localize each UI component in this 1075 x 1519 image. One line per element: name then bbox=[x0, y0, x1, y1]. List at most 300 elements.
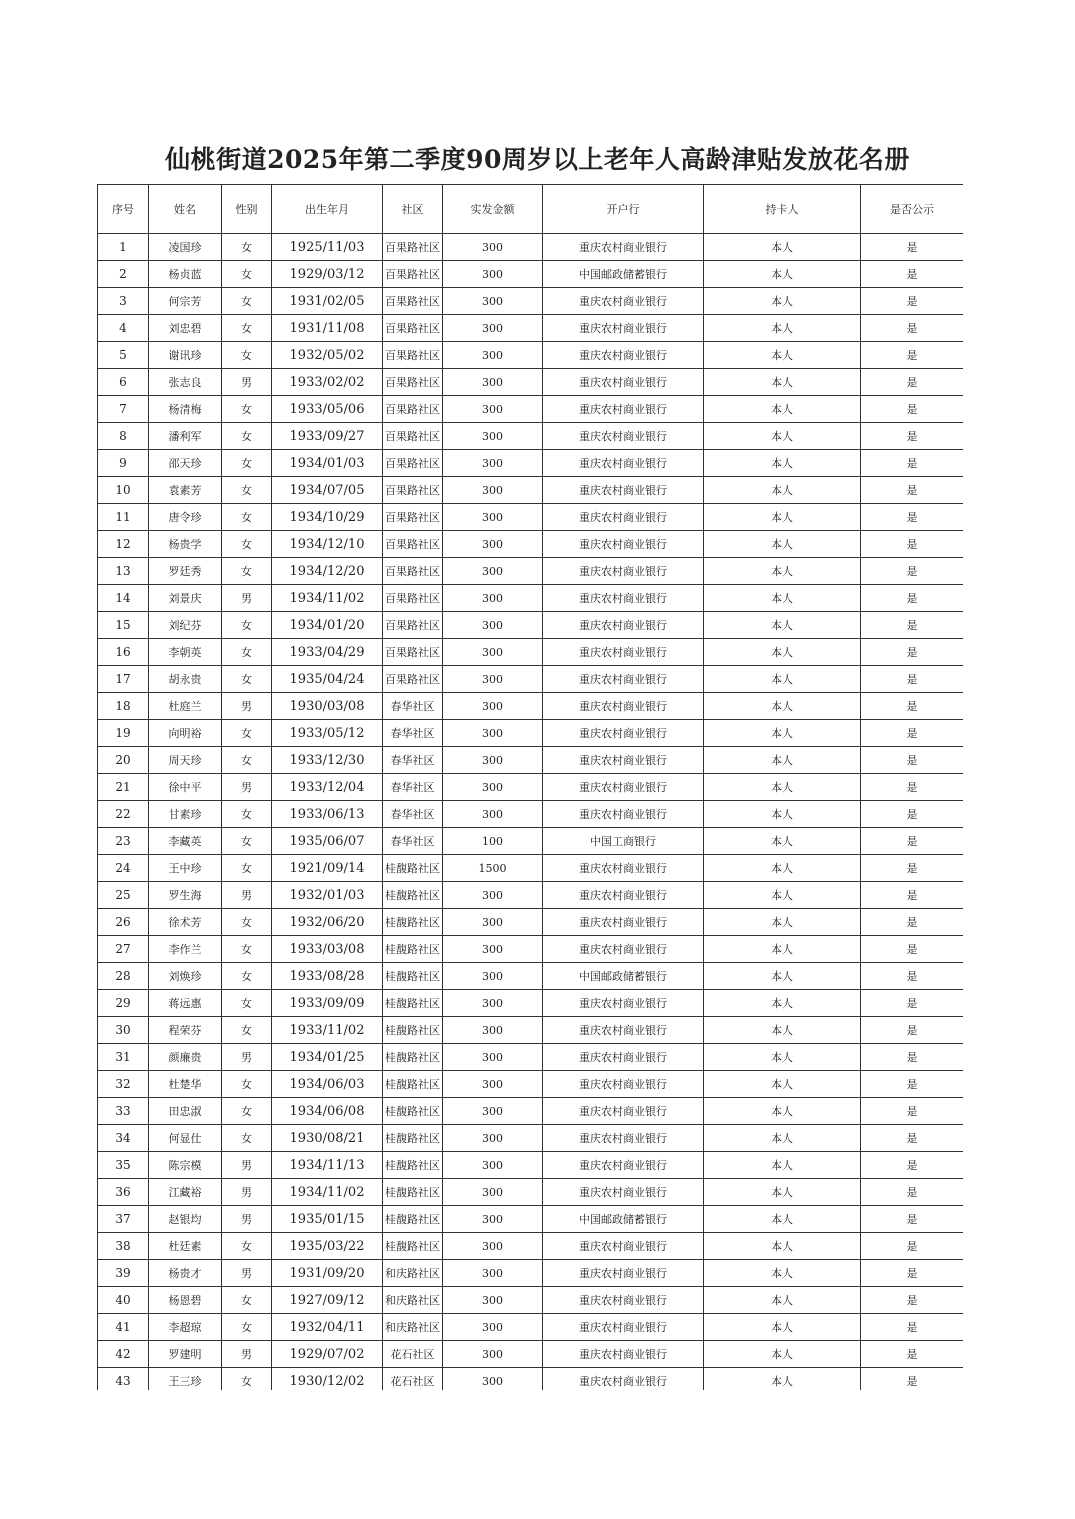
cell-public: 是 bbox=[861, 369, 964, 396]
cell-public: 是 bbox=[861, 288, 964, 315]
cell-cardholder: 本人 bbox=[704, 1368, 861, 1391]
cell-public: 是 bbox=[861, 234, 964, 261]
table-row bbox=[98, 1071, 964, 1098]
cell-birthdate: 1933/08/28 bbox=[272, 963, 383, 990]
table-row bbox=[98, 1152, 964, 1179]
cell-index: 34 bbox=[98, 1125, 149, 1152]
cell-bank: 中国邮政储蓄银行 bbox=[543, 963, 704, 990]
cell-community: 百果路社区 bbox=[383, 234, 443, 261]
col-header-cardholder: 持卡人 bbox=[704, 185, 861, 234]
cell-name: 颜廉贵 bbox=[149, 1044, 222, 1071]
cell-cardholder: 本人 bbox=[704, 936, 861, 963]
cell-bank: 中国邮政储蓄银行 bbox=[543, 1206, 704, 1233]
cell-cardholder: 本人 bbox=[704, 423, 861, 450]
table-row bbox=[98, 774, 964, 801]
cell-bank: 重庆农村商业银行 bbox=[543, 774, 704, 801]
cell-name: 杜庭兰 bbox=[149, 693, 222, 720]
cell-index: 43 bbox=[98, 1368, 149, 1391]
cell-name: 罗生海 bbox=[149, 882, 222, 909]
cell-amount: 300 bbox=[443, 342, 543, 369]
cell-name: 唐令珍 bbox=[149, 504, 222, 531]
cell-community: 桂馥路社区 bbox=[383, 936, 443, 963]
col-header-birthdate: 出生年月 bbox=[272, 185, 383, 234]
cell-name: 胡永贵 bbox=[149, 666, 222, 693]
cell-index: 6 bbox=[98, 369, 149, 396]
cell-public: 是 bbox=[861, 828, 964, 855]
cell-cardholder: 本人 bbox=[704, 342, 861, 369]
cell-public: 是 bbox=[861, 504, 964, 531]
cell-amount: 300 bbox=[443, 1368, 543, 1391]
table-row bbox=[98, 612, 964, 639]
cell-community: 桂馥路社区 bbox=[383, 1179, 443, 1206]
table-row bbox=[98, 585, 964, 612]
cell-index: 7 bbox=[98, 396, 149, 423]
cell-cardholder: 本人 bbox=[704, 1233, 861, 1260]
cell-index: 29 bbox=[98, 990, 149, 1017]
cell-amount: 300 bbox=[443, 396, 543, 423]
table-row bbox=[98, 1179, 964, 1206]
cell-bank: 重庆农村商业银行 bbox=[543, 1098, 704, 1125]
cell-index: 15 bbox=[98, 612, 149, 639]
cell-index: 31 bbox=[98, 1044, 149, 1071]
cell-cardholder: 本人 bbox=[704, 531, 861, 558]
cell-community: 和庆路社区 bbox=[383, 1260, 443, 1287]
cell-cardholder: 本人 bbox=[704, 1098, 861, 1125]
cell-gender: 女 bbox=[222, 558, 272, 585]
cell-public: 是 bbox=[861, 1152, 964, 1179]
cell-name: 程荣芬 bbox=[149, 1017, 222, 1044]
cell-community: 桂馥路社区 bbox=[383, 990, 443, 1017]
cell-community: 百果路社区 bbox=[383, 612, 443, 639]
cell-name: 凌国珍 bbox=[149, 234, 222, 261]
table-row bbox=[98, 1341, 964, 1368]
cell-community: 和庆路社区 bbox=[383, 1287, 443, 1314]
cell-birthdate: 1929/03/12 bbox=[272, 261, 383, 288]
cell-cardholder: 本人 bbox=[704, 612, 861, 639]
cell-gender: 女 bbox=[222, 747, 272, 774]
cell-amount: 300 bbox=[443, 315, 543, 342]
cell-amount: 300 bbox=[443, 1125, 543, 1152]
cell-index: 36 bbox=[98, 1179, 149, 1206]
cell-public: 是 bbox=[861, 261, 964, 288]
cell-public: 是 bbox=[861, 1368, 964, 1391]
cell-amount: 300 bbox=[443, 666, 543, 693]
cell-cardholder: 本人 bbox=[704, 774, 861, 801]
cell-amount: 300 bbox=[443, 1179, 543, 1206]
cell-cardholder: 本人 bbox=[704, 1071, 861, 1098]
cell-cardholder: 本人 bbox=[704, 504, 861, 531]
table-row bbox=[98, 1017, 964, 1044]
cell-public: 是 bbox=[861, 747, 964, 774]
cell-amount: 300 bbox=[443, 774, 543, 801]
cell-birthdate: 1934/07/05 bbox=[272, 477, 383, 504]
cell-birthdate: 1935/06/07 bbox=[272, 828, 383, 855]
table-row bbox=[98, 666, 964, 693]
cell-community: 百果路社区 bbox=[383, 531, 443, 558]
col-header-gender: 性别 bbox=[222, 185, 272, 234]
cell-birthdate: 1934/06/03 bbox=[272, 1071, 383, 1098]
cell-index: 12 bbox=[98, 531, 149, 558]
cell-cardholder: 本人 bbox=[704, 747, 861, 774]
col-header-bank: 开户行 bbox=[543, 185, 704, 234]
cell-bank: 重庆农村商业银行 bbox=[543, 1044, 704, 1071]
cell-community: 花石社区 bbox=[383, 1368, 443, 1391]
cell-community: 桂馥路社区 bbox=[383, 1044, 443, 1071]
cell-name: 陈宗模 bbox=[149, 1152, 222, 1179]
cell-name: 杜廷素 bbox=[149, 1233, 222, 1260]
cell-gender: 女 bbox=[222, 504, 272, 531]
cell-birthdate: 1933/03/08 bbox=[272, 936, 383, 963]
cell-birthdate: 1934/01/03 bbox=[272, 450, 383, 477]
cell-gender: 女 bbox=[222, 1125, 272, 1152]
cell-index: 33 bbox=[98, 1098, 149, 1125]
cell-public: 是 bbox=[861, 720, 964, 747]
cell-public: 是 bbox=[861, 1287, 964, 1314]
cell-community: 春华社区 bbox=[383, 747, 443, 774]
table-row bbox=[98, 342, 964, 369]
cell-gender: 女 bbox=[222, 1098, 272, 1125]
cell-public: 是 bbox=[861, 1233, 964, 1260]
cell-birthdate: 1935/04/24 bbox=[272, 666, 383, 693]
cell-community: 百果路社区 bbox=[383, 639, 443, 666]
cell-gender: 女 bbox=[222, 801, 272, 828]
table-row bbox=[98, 855, 964, 882]
cell-index: 25 bbox=[98, 882, 149, 909]
cell-gender: 女 bbox=[222, 1368, 272, 1391]
cell-amount: 300 bbox=[443, 1206, 543, 1233]
cell-index: 28 bbox=[98, 963, 149, 990]
cell-bank: 重庆农村商业银行 bbox=[543, 693, 704, 720]
cell-bank: 重庆农村商业银行 bbox=[543, 936, 704, 963]
cell-cardholder: 本人 bbox=[704, 1125, 861, 1152]
cell-community: 春华社区 bbox=[383, 774, 443, 801]
cell-public: 是 bbox=[861, 1125, 964, 1152]
cell-gender: 男 bbox=[222, 1260, 272, 1287]
cell-community: 百果路社区 bbox=[383, 342, 443, 369]
cell-bank: 重庆农村商业银行 bbox=[543, 990, 704, 1017]
cell-cardholder: 本人 bbox=[704, 1017, 861, 1044]
cell-birthdate: 1933/09/27 bbox=[272, 423, 383, 450]
cell-bank: 重庆农村商业银行 bbox=[543, 1341, 704, 1368]
cell-community: 百果路社区 bbox=[383, 477, 443, 504]
cell-amount: 300 bbox=[443, 369, 543, 396]
table-row bbox=[98, 693, 964, 720]
cell-bank: 重庆农村商业银行 bbox=[543, 1071, 704, 1098]
cell-community: 春华社区 bbox=[383, 801, 443, 828]
table-row bbox=[98, 261, 964, 288]
cell-cardholder: 本人 bbox=[704, 1341, 861, 1368]
cell-cardholder: 本人 bbox=[704, 477, 861, 504]
cell-name: 潘利军 bbox=[149, 423, 222, 450]
cell-amount: 300 bbox=[443, 1152, 543, 1179]
cell-public: 是 bbox=[861, 693, 964, 720]
cell-community: 百果路社区 bbox=[383, 288, 443, 315]
cell-gender: 女 bbox=[222, 1017, 272, 1044]
cell-birthdate: 1933/09/09 bbox=[272, 990, 383, 1017]
cell-bank: 重庆农村商业银行 bbox=[543, 504, 704, 531]
cell-name: 刘景庆 bbox=[149, 585, 222, 612]
cell-gender: 女 bbox=[222, 828, 272, 855]
cell-bank: 重庆农村商业银行 bbox=[543, 585, 704, 612]
cell-birthdate: 1927/09/12 bbox=[272, 1287, 383, 1314]
cell-amount: 300 bbox=[443, 558, 543, 585]
cell-cardholder: 本人 bbox=[704, 1287, 861, 1314]
cell-cardholder: 本人 bbox=[704, 1206, 861, 1233]
cell-bank: 重庆农村商业银行 bbox=[543, 531, 704, 558]
cell-gender: 女 bbox=[222, 1233, 272, 1260]
cell-community: 桂馥路社区 bbox=[383, 1152, 443, 1179]
cell-bank: 重庆农村商业银行 bbox=[543, 369, 704, 396]
cell-gender: 女 bbox=[222, 1287, 272, 1314]
table-row bbox=[98, 1044, 964, 1071]
cell-name: 邵天珍 bbox=[149, 450, 222, 477]
cell-name: 徐术芳 bbox=[149, 909, 222, 936]
cell-community: 桂馥路社区 bbox=[383, 1206, 443, 1233]
cell-index: 21 bbox=[98, 774, 149, 801]
cell-bank: 重庆农村商业银行 bbox=[543, 1152, 704, 1179]
cell-amount: 300 bbox=[443, 450, 543, 477]
cell-name: 赵银均 bbox=[149, 1206, 222, 1233]
table-row bbox=[98, 1260, 964, 1287]
cell-community: 百果路社区 bbox=[383, 585, 443, 612]
cell-index: 41 bbox=[98, 1314, 149, 1341]
cell-bank: 重庆农村商业银行 bbox=[543, 909, 704, 936]
cell-cardholder: 本人 bbox=[704, 801, 861, 828]
cell-amount: 1500 bbox=[443, 855, 543, 882]
cell-gender: 女 bbox=[222, 396, 272, 423]
cell-amount: 300 bbox=[443, 720, 543, 747]
cell-public: 是 bbox=[861, 1179, 964, 1206]
cell-bank: 重庆农村商业银行 bbox=[543, 234, 704, 261]
cell-name: 向明裕 bbox=[149, 720, 222, 747]
cell-bank: 重庆农村商业银行 bbox=[543, 666, 704, 693]
cell-birthdate: 1933/05/06 bbox=[272, 396, 383, 423]
cell-birthdate: 1934/01/20 bbox=[272, 612, 383, 639]
table-row bbox=[98, 558, 964, 585]
cell-community: 百果路社区 bbox=[383, 504, 443, 531]
cell-gender: 女 bbox=[222, 315, 272, 342]
cell-name: 刘纪芬 bbox=[149, 612, 222, 639]
cell-birthdate: 1934/12/20 bbox=[272, 558, 383, 585]
cell-name: 何宗芳 bbox=[149, 288, 222, 315]
cell-bank: 重庆农村商业银行 bbox=[543, 423, 704, 450]
cell-cardholder: 本人 bbox=[704, 909, 861, 936]
cell-cardholder: 本人 bbox=[704, 315, 861, 342]
table-row bbox=[98, 801, 964, 828]
cell-birthdate: 1933/02/02 bbox=[272, 369, 383, 396]
cell-community: 桂馥路社区 bbox=[383, 909, 443, 936]
cell-bank: 重庆农村商业银行 bbox=[543, 1314, 704, 1341]
cell-index: 26 bbox=[98, 909, 149, 936]
col-header-name: 姓名 bbox=[149, 185, 222, 234]
cell-public: 是 bbox=[861, 936, 964, 963]
cell-birthdate: 1921/09/14 bbox=[272, 855, 383, 882]
cell-community: 百果路社区 bbox=[383, 450, 443, 477]
cell-name: 杨清梅 bbox=[149, 396, 222, 423]
col-header-community: 社区 bbox=[383, 185, 443, 234]
cell-cardholder: 本人 bbox=[704, 585, 861, 612]
cell-community: 春华社区 bbox=[383, 828, 443, 855]
cell-amount: 300 bbox=[443, 531, 543, 558]
cell-amount: 100 bbox=[443, 828, 543, 855]
table-row bbox=[98, 1314, 964, 1341]
cell-amount: 300 bbox=[443, 1260, 543, 1287]
table-row bbox=[98, 1233, 964, 1260]
cell-birthdate: 1931/02/05 bbox=[272, 288, 383, 315]
cell-name: 杨贵学 bbox=[149, 531, 222, 558]
document-title: 仙桃街道2025年第二季度90周岁以上老年人高龄津贴发放花名册 bbox=[165, 145, 910, 174]
cell-public: 是 bbox=[861, 855, 964, 882]
cell-public: 是 bbox=[861, 801, 964, 828]
cell-birthdate: 1932/04/11 bbox=[272, 1314, 383, 1341]
cell-cardholder: 本人 bbox=[704, 990, 861, 1017]
cell-index: 14 bbox=[98, 585, 149, 612]
cell-birthdate: 1934/12/10 bbox=[272, 531, 383, 558]
cell-name: 刘焕珍 bbox=[149, 963, 222, 990]
table-row bbox=[98, 396, 964, 423]
cell-index: 4 bbox=[98, 315, 149, 342]
cell-amount: 300 bbox=[443, 1314, 543, 1341]
cell-public: 是 bbox=[861, 639, 964, 666]
cell-birthdate: 1935/03/22 bbox=[272, 1233, 383, 1260]
cell-index: 5 bbox=[98, 342, 149, 369]
cell-birthdate: 1931/11/08 bbox=[272, 315, 383, 342]
cell-bank: 重庆农村商业银行 bbox=[543, 342, 704, 369]
cell-community: 百果路社区 bbox=[383, 315, 443, 342]
cell-public: 是 bbox=[861, 396, 964, 423]
cell-birthdate: 1931/09/20 bbox=[272, 1260, 383, 1287]
cell-name: 徐中平 bbox=[149, 774, 222, 801]
cell-bank: 重庆农村商业银行 bbox=[543, 855, 704, 882]
cell-name: 袁素芳 bbox=[149, 477, 222, 504]
cell-bank: 重庆农村商业银行 bbox=[543, 477, 704, 504]
cell-community: 百果路社区 bbox=[383, 423, 443, 450]
cell-public: 是 bbox=[861, 558, 964, 585]
cell-gender: 男 bbox=[222, 1341, 272, 1368]
table-row bbox=[98, 1098, 964, 1125]
cell-community: 桂馥路社区 bbox=[383, 855, 443, 882]
cell-amount: 300 bbox=[443, 1071, 543, 1098]
cell-name: 何显仕 bbox=[149, 1125, 222, 1152]
cell-name: 田忠淑 bbox=[149, 1098, 222, 1125]
cell-index: 1 bbox=[98, 234, 149, 261]
cell-cardholder: 本人 bbox=[704, 1044, 861, 1071]
cell-bank: 重庆农村商业银行 bbox=[543, 612, 704, 639]
cell-gender: 女 bbox=[222, 450, 272, 477]
cell-bank: 重庆农村商业银行 bbox=[543, 288, 704, 315]
cell-gender: 女 bbox=[222, 1071, 272, 1098]
cell-gender: 女 bbox=[222, 477, 272, 504]
cell-name: 张志良 bbox=[149, 369, 222, 396]
cell-gender: 女 bbox=[222, 909, 272, 936]
cell-birthdate: 1933/12/04 bbox=[272, 774, 383, 801]
cell-index: 10 bbox=[98, 477, 149, 504]
cell-amount: 300 bbox=[443, 909, 543, 936]
cell-gender: 女 bbox=[222, 342, 272, 369]
cell-amount: 300 bbox=[443, 801, 543, 828]
cell-bank: 重庆农村商业银行 bbox=[543, 1125, 704, 1152]
table-row bbox=[98, 882, 964, 909]
table-row bbox=[98, 747, 964, 774]
cell-gender: 女 bbox=[222, 963, 272, 990]
cell-name: 罗廷秀 bbox=[149, 558, 222, 585]
cell-community: 和庆路社区 bbox=[383, 1314, 443, 1341]
table-body bbox=[98, 234, 964, 1391]
cell-index: 32 bbox=[98, 1071, 149, 1098]
cell-public: 是 bbox=[861, 1341, 964, 1368]
cell-birthdate: 1934/11/02 bbox=[272, 585, 383, 612]
table-row bbox=[98, 639, 964, 666]
cell-bank: 重庆农村商业银行 bbox=[543, 801, 704, 828]
table-row bbox=[98, 963, 964, 990]
cell-public: 是 bbox=[861, 585, 964, 612]
cell-birthdate: 1935/01/15 bbox=[272, 1206, 383, 1233]
cell-index: 39 bbox=[98, 1260, 149, 1287]
cell-bank: 重庆农村商业银行 bbox=[543, 396, 704, 423]
cell-public: 是 bbox=[861, 774, 964, 801]
cell-amount: 300 bbox=[443, 234, 543, 261]
cell-cardholder: 本人 bbox=[704, 693, 861, 720]
cell-gender: 女 bbox=[222, 990, 272, 1017]
cell-amount: 300 bbox=[443, 288, 543, 315]
table-row bbox=[98, 990, 964, 1017]
cell-cardholder: 本人 bbox=[704, 1179, 861, 1206]
cell-name: 王中珍 bbox=[149, 855, 222, 882]
cell-gender: 女 bbox=[222, 936, 272, 963]
cell-bank: 中国邮政储蓄银行 bbox=[543, 261, 704, 288]
cell-community: 桂馥路社区 bbox=[383, 1098, 443, 1125]
cell-birthdate: 1930/03/08 bbox=[272, 693, 383, 720]
cell-gender: 女 bbox=[222, 612, 272, 639]
table-row bbox=[98, 423, 964, 450]
cell-public: 是 bbox=[861, 1098, 964, 1125]
cell-public: 是 bbox=[861, 477, 964, 504]
cell-gender: 男 bbox=[222, 1044, 272, 1071]
cell-cardholder: 本人 bbox=[704, 855, 861, 882]
cell-cardholder: 本人 bbox=[704, 1152, 861, 1179]
cell-community: 花石社区 bbox=[383, 1341, 443, 1368]
cell-community: 春华社区 bbox=[383, 720, 443, 747]
cell-public: 是 bbox=[861, 1044, 964, 1071]
cell-name: 江藏裕 bbox=[149, 1179, 222, 1206]
cell-name: 杜楚华 bbox=[149, 1071, 222, 1098]
cell-gender: 男 bbox=[222, 585, 272, 612]
cell-gender: 男 bbox=[222, 882, 272, 909]
cell-community: 百果路社区 bbox=[383, 261, 443, 288]
cell-public: 是 bbox=[861, 342, 964, 369]
cell-index: 11 bbox=[98, 504, 149, 531]
cell-birthdate: 1933/06/13 bbox=[272, 801, 383, 828]
cell-gender: 女 bbox=[222, 1314, 272, 1341]
cell-cardholder: 本人 bbox=[704, 1314, 861, 1341]
cell-gender: 女 bbox=[222, 423, 272, 450]
cell-gender: 女 bbox=[222, 288, 272, 315]
col-header-index: 序号 bbox=[98, 185, 149, 234]
cell-birthdate: 1934/11/02 bbox=[272, 1179, 383, 1206]
cell-index: 13 bbox=[98, 558, 149, 585]
cell-community: 桂馥路社区 bbox=[383, 1125, 443, 1152]
cell-index: 9 bbox=[98, 450, 149, 477]
cell-cardholder: 本人 bbox=[704, 396, 861, 423]
table-row bbox=[98, 315, 964, 342]
cell-bank: 重庆农村商业银行 bbox=[543, 1368, 704, 1391]
cell-bank: 中国工商银行 bbox=[543, 828, 704, 855]
cell-birthdate: 1933/05/12 bbox=[272, 720, 383, 747]
cell-index: 8 bbox=[98, 423, 149, 450]
cell-birthdate: 1925/11/03 bbox=[272, 234, 383, 261]
cell-amount: 300 bbox=[443, 1044, 543, 1071]
cell-community: 桂馥路社区 bbox=[383, 1233, 443, 1260]
